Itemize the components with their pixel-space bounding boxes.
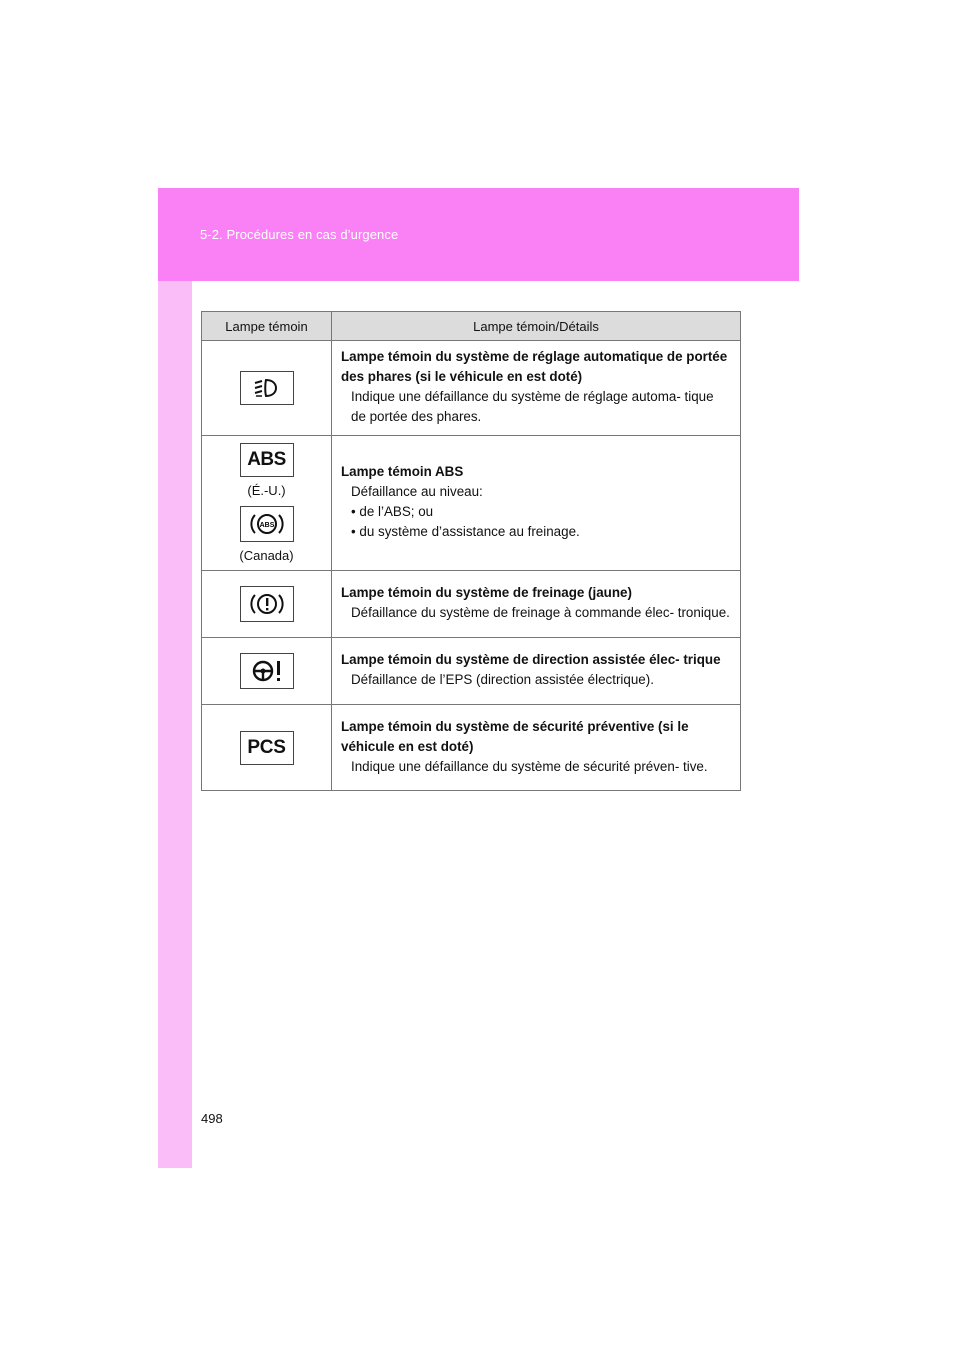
lamp-detail: Défaillance de l’EPS (direction assistée électrique). bbox=[351, 672, 654, 687]
lamp-detail: Indique une défaillance du système de réglage automa- tique de portée des phares. bbox=[351, 389, 714, 424]
table-row bbox=[202, 571, 741, 638]
lamp-title: Lampe témoin du système de sécurité préventive (si le véhicule en est doté) bbox=[341, 718, 689, 754]
section-title: 5-2. Procédures en cas d’urgence bbox=[200, 227, 399, 242]
abs-text-icon bbox=[240, 443, 294, 477]
bullet-item: • de l’ABS; ou bbox=[351, 504, 434, 519]
icon-cell bbox=[202, 436, 332, 571]
table-header-row bbox=[202, 312, 741, 341]
description-cell bbox=[332, 341, 741, 436]
icon-cell bbox=[202, 638, 332, 705]
brake-warning-icon bbox=[240, 586, 294, 622]
lamp-title: Lampe témoin du système de réglage automatique de portée des phares (si le véhicule en est doté) bbox=[341, 349, 728, 384]
lamp-title: Lampe témoin du système de direction assistée élec- trique bbox=[341, 652, 721, 667]
headlight-leveling-icon bbox=[240, 371, 294, 405]
abs-circle-label: ABS bbox=[259, 522, 274, 529]
description-cell bbox=[332, 436, 741, 571]
table-row bbox=[202, 638, 741, 705]
icon-caption-canada: (Canada) bbox=[239, 548, 294, 563]
icon-cell bbox=[202, 705, 332, 791]
bullet-item: • du système d’assistance au freinage. bbox=[351, 524, 580, 539]
side-strip bbox=[158, 188, 192, 1168]
table-row bbox=[202, 705, 741, 791]
icon-caption-us: (É.-U.) bbox=[247, 483, 286, 498]
abs-icon-label: ABS bbox=[247, 449, 286, 470]
warning-lamp-table bbox=[201, 311, 741, 791]
eps-warning-icon bbox=[240, 653, 294, 689]
column-header-icon: Lampe témoin bbox=[202, 312, 332, 341]
table-row bbox=[202, 341, 741, 436]
lamp-title: Lampe témoin ABS bbox=[341, 464, 464, 479]
lamp-detail: Défaillance au niveau: bbox=[351, 484, 483, 499]
lamp-detail: Défaillance du système de freinage à commande élec- tronique. bbox=[351, 605, 730, 620]
icon-cell bbox=[202, 571, 332, 638]
page-number: 498 bbox=[201, 1111, 223, 1126]
description-cell bbox=[332, 705, 741, 791]
icon-cell bbox=[202, 341, 332, 436]
description-cell bbox=[332, 571, 741, 638]
table-row bbox=[202, 436, 741, 571]
pcs-icon bbox=[240, 731, 294, 765]
pcs-icon-label: PCS bbox=[247, 736, 286, 758]
column-header-details: Lampe témoin/Détails bbox=[332, 312, 741, 341]
abs-circle-icon bbox=[240, 506, 294, 542]
description-cell bbox=[332, 638, 741, 705]
lamp-title: Lampe témoin du système de freinage (jaune) bbox=[341, 585, 632, 600]
lamp-detail: Indique une défaillance du système de sécurité préven- tive. bbox=[351, 758, 708, 774]
